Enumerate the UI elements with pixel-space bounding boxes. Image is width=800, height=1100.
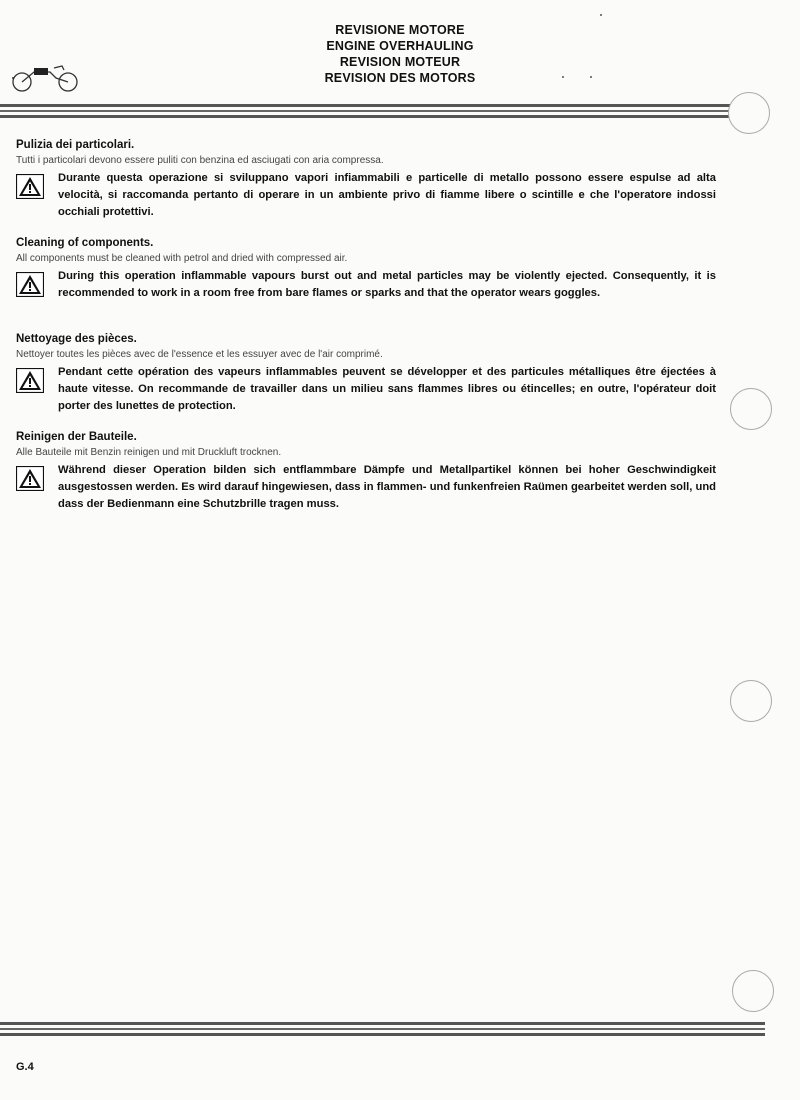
page-header: [0, 22, 800, 86]
warning-text: Während dieser Operation bilden sich entflammbare Dämpfe und Metallpartikel können bei hoher Geschwindigkeit ausgestossen werden. Es wird darauf hingewiesen, dass in flammen- und funkenfreien Raümen gearbeitet werden soll, und dass der Bedienmann eine Schutzbrille tragen muss.: [58, 464, 716, 510]
section-text: Tutti i particolari devono essere puliti con benzina ed asciugati con aria compressa.: [16, 155, 384, 166]
header-title-it: REVISIONE MOTORE: [335, 23, 465, 37]
punch-hole: [728, 92, 770, 134]
section-italian: [16, 138, 716, 221]
warning-text: During this operation inflammable vapours burst out and metal particles may be violently ejected. Consequently, it is recommended to work in a room free from bare flames or sparks and that the operator wears goggles.: [58, 270, 716, 299]
section-text: Alle Bauteile mit Benzin reinigen und mit Druckluft trocknen.: [16, 447, 282, 458]
punch-hole: [730, 388, 772, 430]
scan-speck: [562, 76, 564, 78]
warning-text: Durante questa operazione si sviluppano vapori infiammabili e particelle di metallo possono essere espulse ad alta velocità, si raccomanda pertanto di operare in un ambiente privo di fiamme libere o scintille e che l'operatore indossi occhiali protettivi.: [58, 172, 716, 218]
section-english: [16, 236, 716, 302]
section-title: Pulizia dei particolari.: [16, 139, 135, 151]
page-number: G.4: [16, 1061, 34, 1073]
warning-block: [16, 462, 716, 513]
header-title-de: REVISION DES MOTORS: [324, 71, 476, 85]
warning-triangle-icon: [16, 174, 44, 199]
warning-block: [16, 364, 716, 415]
header-title-fr: REVISION MOTEUR: [339, 55, 461, 69]
warning-block: [16, 170, 716, 221]
footer-divider: [0, 1022, 765, 1039]
section-title: Nettoyage des pièces.: [16, 333, 137, 345]
punch-hole: [732, 970, 774, 1012]
section-text: All components must be cleaned with petrol and dried with compressed air.: [16, 253, 348, 264]
section-text: Nettoyer toutes les pièces avec de l'essence et les essuyer avec de l'air comprimé.: [16, 349, 383, 360]
warning-triangle-icon: [16, 368, 44, 393]
scan-speck: [600, 14, 602, 16]
header-title-en: ENGINE OVERHAULING: [326, 39, 474, 53]
warning-block: [16, 268, 716, 302]
warning-text: Pendant cette opération des vapeurs inflammables peuvent se développer et des particules métalliques être éjectées à haute vitesse. On recommande de travailler dans un milieu sans flammes libres ou étincelles; en outre, l'opérateur doit porter des lunettes de protection.: [58, 366, 716, 412]
section-title: Cleaning of components.: [16, 237, 154, 249]
warning-triangle-icon: [16, 272, 44, 297]
warning-triangle-icon: [16, 466, 44, 491]
scan-speck: [590, 76, 592, 78]
header-divider: [0, 104, 765, 121]
section-german: [16, 430, 716, 513]
section-french: [16, 332, 716, 415]
section-title: Reinigen der Bauteile.: [16, 431, 137, 443]
punch-hole: [730, 680, 772, 722]
